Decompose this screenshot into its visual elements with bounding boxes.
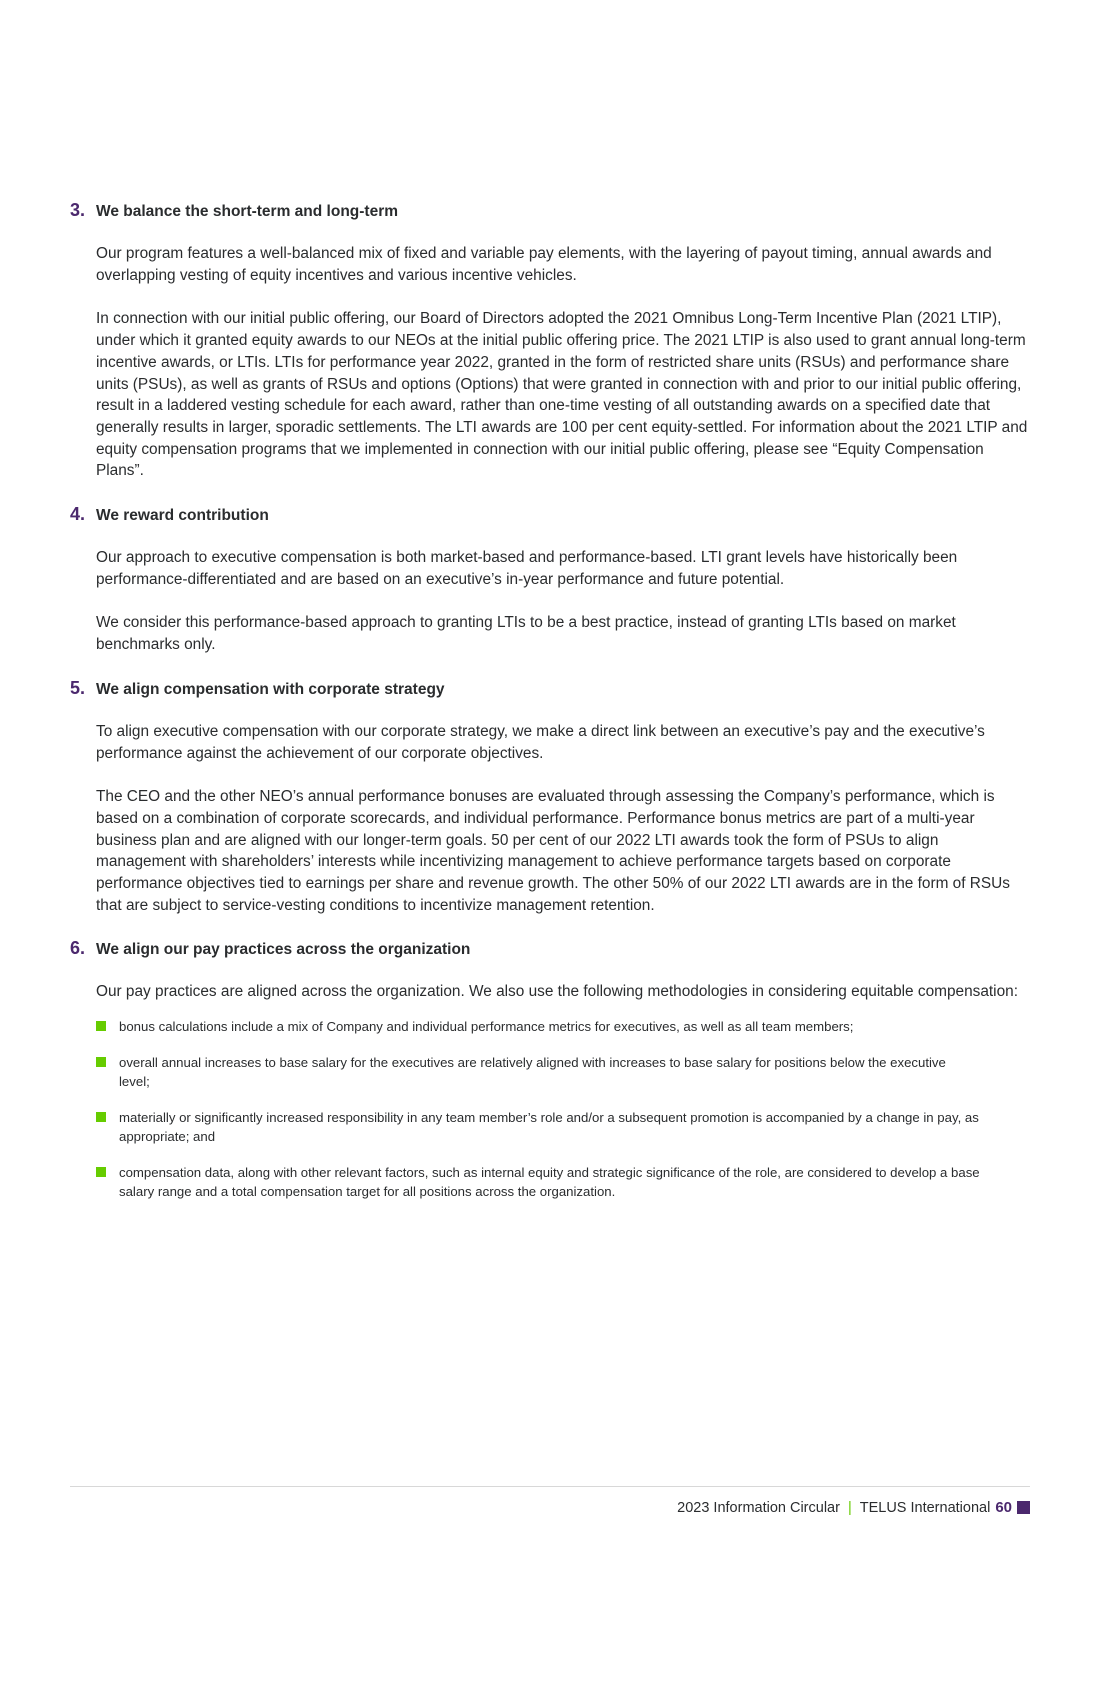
bullet-list — [96, 1017, 1030, 1202]
section-5 — [70, 678, 1030, 917]
section-title: We align our pay practices across the organization — [96, 941, 471, 959]
section-number: 3. — [70, 200, 86, 220]
section-title: We balance the short-term and long-term — [96, 203, 399, 220]
footer-separator: | — [847, 1499, 852, 1516]
list-item-text: compensation data, along with other relevant factors, such as internal equity and strategic significance of the role, are considered to develop a base salary range and a total compensation target for all positions across the organization. — [119, 1164, 980, 1200]
section-title: We align compensation with corporate strategy — [96, 680, 445, 698]
list-item — [96, 1053, 1030, 1092]
list-item — [96, 1017, 1030, 1037]
paragraph: We consider this performance-based approach to granting LTIs to be a best practice, instead of granting LTIs based on market benchmarks only. — [96, 614, 956, 654]
square-bullet-icon — [96, 1021, 106, 1031]
section-heading — [70, 938, 1030, 959]
list-item-text: materially or significantly increased responsibility in any team member’s role and/or a subsequent promotion is accompanied by a change in pay, as appropriate; and — [119, 1109, 979, 1145]
page-number: 60 — [995, 1499, 1012, 1516]
section-number: 4. — [70, 504, 86, 525]
section-heading — [70, 678, 1030, 699]
paragraph: Our pay practices are aligned across the organization. We also use the following methodologies in considering equitable compensation: — [96, 983, 1018, 1001]
section-number: 5. — [70, 677, 86, 698]
section-3 — [70, 200, 1030, 482]
section-4 — [70, 504, 1030, 656]
square-bullet-icon — [96, 1167, 106, 1177]
section-number: 6. — [70, 938, 86, 959]
list-item — [96, 1108, 1030, 1147]
list-item-text: bonus calculations include a mix of Company and individual performance metrics for executives, as well as all team members; — [119, 1019, 854, 1035]
square-marker-icon — [1017, 1501, 1030, 1514]
paragraph: The CEO and the other NEO’s annual performance bonuses are evaluated through assessing the Company’s performance, which is based on a combination of corporate scorecards, and individual performance. Performance bonus metrics are part of a multi-year business plan and are aligned with our longer-term goals. 50 per cent of our 2022 LTI awards took the form of PSUs to align management with shareholders’ interests while incentivizing management to achieve performance targets based on corporate performance objectives tied to earnings per share and revenue growth. The other 50% of our 2022 LTI awards are in the form of RSUs that are subject to service-vesting conditions to incentivize management retention. — [96, 788, 1010, 914]
section-heading — [70, 200, 1030, 221]
page-footer — [677, 1499, 1030, 1516]
paragraph: Our program features a well-balanced mix of fixed and variable pay elements, with the layering of payout timing, annual awards and overlapping vesting of equity incentives and various incentive vehicles. — [96, 245, 992, 284]
list-item — [96, 1163, 1030, 1202]
footer-divider — [70, 1486, 1030, 1487]
section-6 — [70, 938, 1030, 1201]
paragraph: To align executive compensation with our corporate strategy, we make a direct link between an executive’s pay and the executive’s performance against the achievement of our corporate objectives. — [96, 722, 985, 762]
document-body — [70, 200, 1030, 1218]
paragraph: Our approach to executive compensation is both market-based and performance-based. LTI grant levels have historically been performance-differentiated and are based on an executive’s in-year performance and future potential. — [96, 549, 958, 588]
footer-document-title: 2023 Information Circular — [677, 1499, 840, 1516]
list-item-text: overall annual increases to base salary for the executives are relatively aligned with increases to base salary for positions below the executive level; — [119, 1054, 946, 1090]
section-title: We reward contribution — [96, 507, 269, 525]
section-heading — [70, 504, 1030, 525]
footer-company-name: TELUS International — [859, 1499, 991, 1516]
paragraph: In connection with our initial public offering, our Board of Directors adopted the 2021 Omnibus Long-Term Incentive Plan (2021 LTIP), under which it granted equity awards to our NEOs at the initial public offering price. The 2021 LTIP is also used to grant annual long-term incentive awards, or LTIs. LTIs for performance year 2022, granted in the form of restricted share units (RSUs) and performance share units (PSUs), as well as grants of RSUs and options (Options) that were granted in connection with and prior to our initial public offering, result in a laddered vesting schedule for each award, rather than one-time vesting of all outstanding awards on a specified date that generally results in larger, sporadic settlements. The LTI awards are 100 per cent equity-settled. For information about the 2021 LTIP and equity compensation programs that we implemented in connection with our initial public offering, please see “Equity Compensation Plans”. — [96, 310, 1028, 480]
square-bullet-icon — [96, 1057, 106, 1067]
square-bullet-icon — [96, 1112, 106, 1122]
